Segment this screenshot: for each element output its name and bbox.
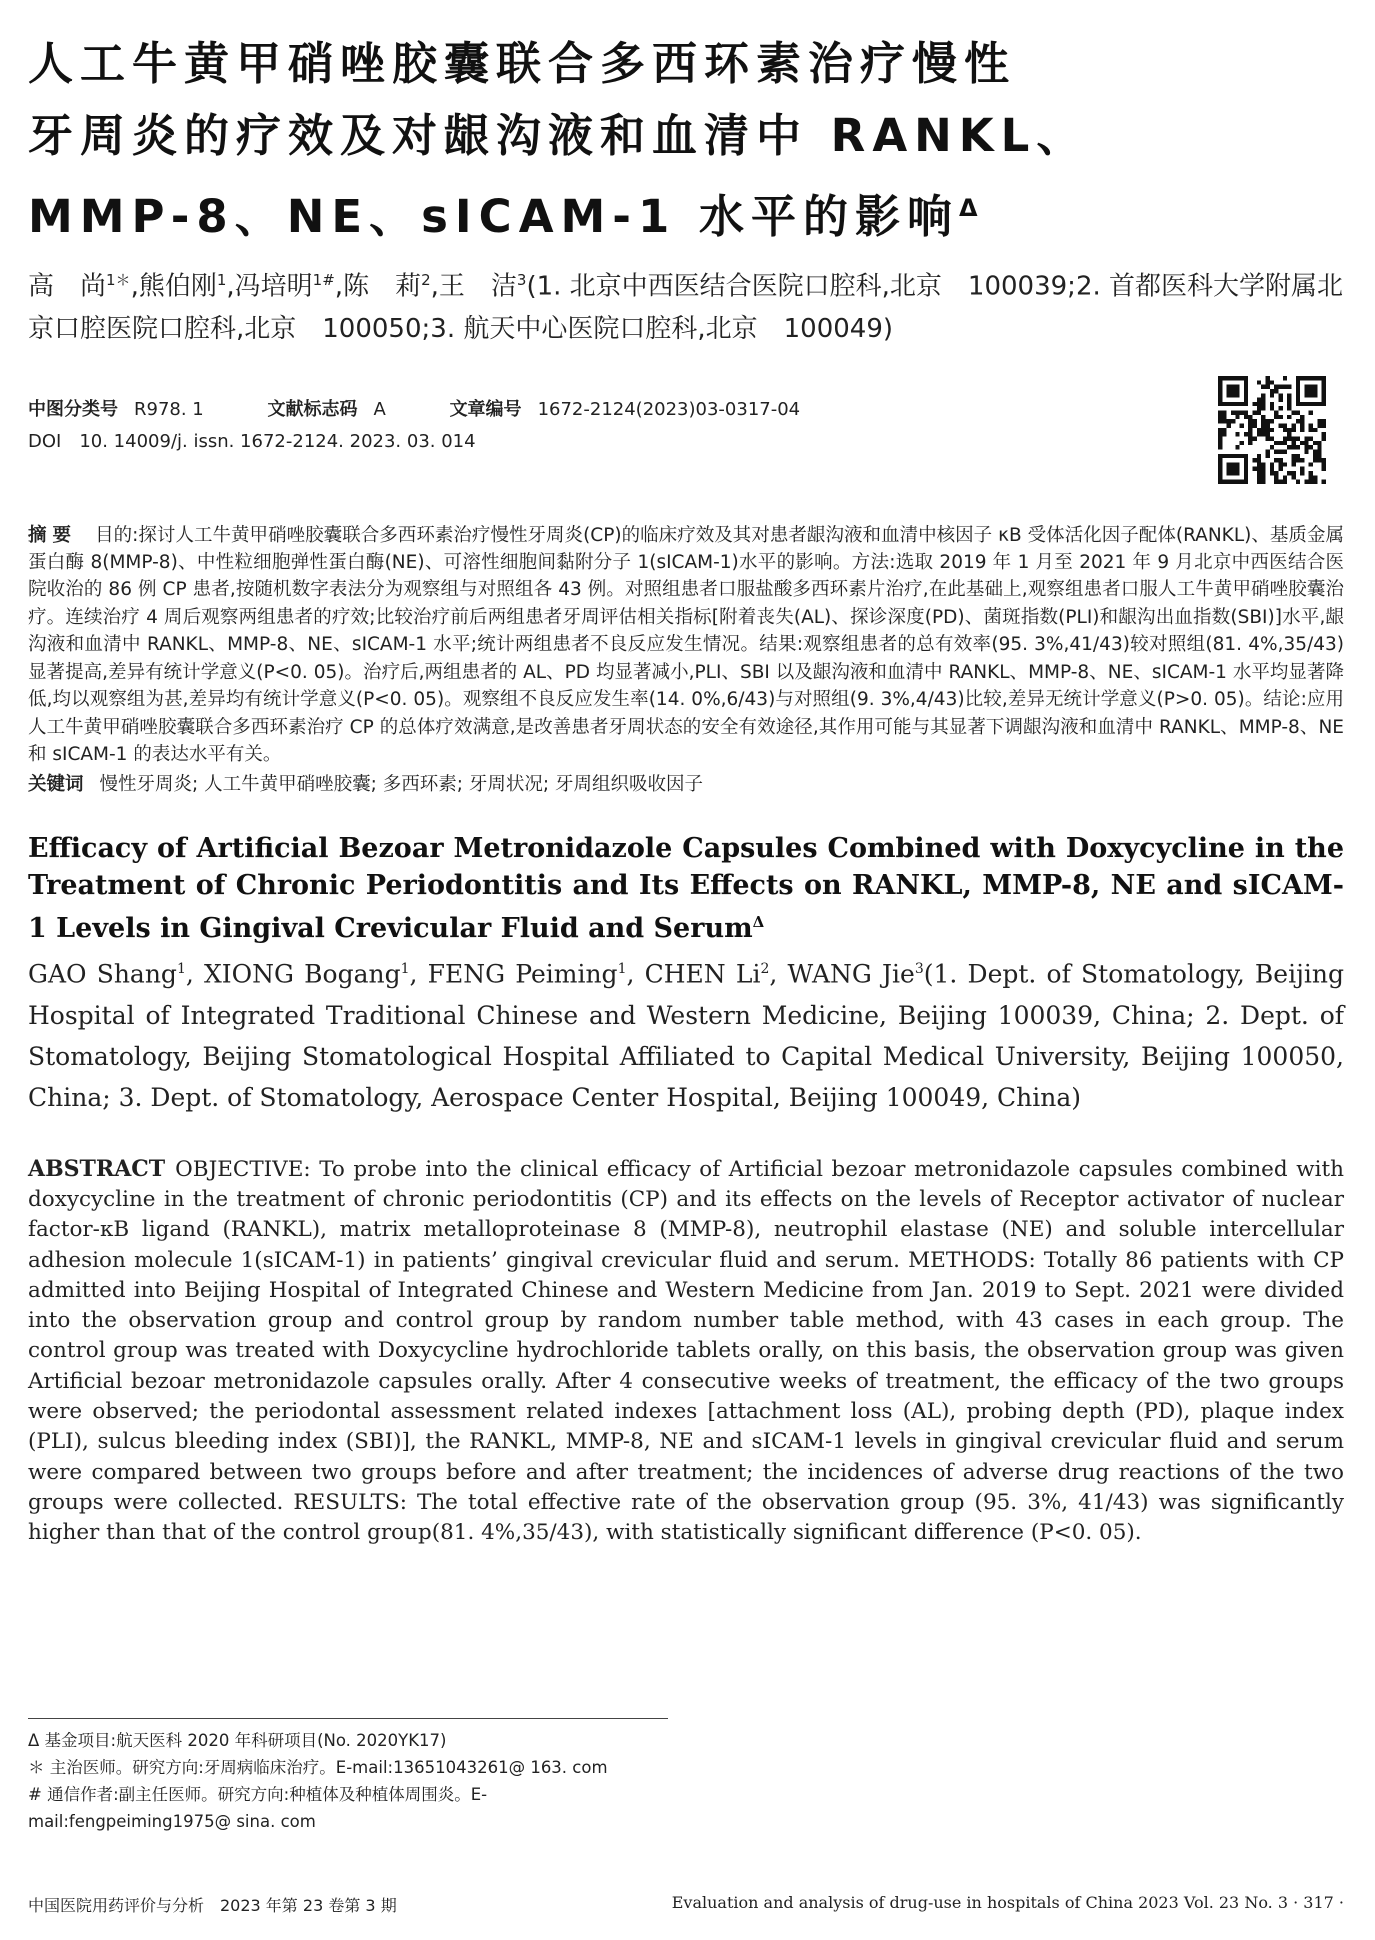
author-en-sup: 1 — [176, 961, 186, 978]
article-no-value: 1672-2124(2023)03-0317-04 — [537, 398, 801, 420]
authors-cn: 高 尚$^{1*}$,熊伯刚$^1$,冯培明$^{1\#}$,陈 莉$^2$,王 洁$^3$(1. 北京中西医结合医院口腔科,北京 100039;2. 首都医科大学附属北京口腔医院口腔科,北京 100050;3. 航天中心医院口腔科,北京 100049) — [28, 271, 1344, 344]
author-en-sup: 1 — [400, 961, 410, 978]
journal-name-cn: 中国医院用药评价与分析 2023 年第 23 卷第 3 期 — [28, 1896, 397, 1915]
journal-name-en: Evaluation and analysis of drug-use in hospitals of China 2023 Vol. 23 No. 3 · 317 · — [671, 1893, 1344, 1912]
author-en: CHEN Li — [644, 959, 761, 989]
keywords-cn — [28, 770, 1344, 800]
abstract-cn-text: 目的:探讨人工牛黄甲硝唑胶囊联合多西环素治疗慢性牙周炎(CP)的临床疗效及其对患者龈沟液和血清中核因子 κB 受体活化因子配体(RANKL)、基质金属蛋白酶 8(MMP-8)、中性粒细胞弹性蛋白酶(NE)、可溶性细胞间黏附分子 1(sICAM-1)水平的影响。方法:选取 2019 年 1 月至 2021 年 9 月北京中西医结合医院收治的 86 例 CP 患者,按随机数字表法分为观察组与对照组各 43 例。对照组患者口服盐酸多西环素片治疗,在此基础上,观察组患者口服人工牛黄甲硝唑胶囊治疗。连续治疗 4 周后观察两组患者的疗效;比较治疗前后两组患者牙周评估相关指标[附着丧失(AL)、探诊深度(PD)、菌斑指数(PLI)和龈沟出血指数(SBI)]水平,龈沟液和血清中 RANKL、MMP-8、NE、sICAM-1 水平;统计两组患者不良反应发生情况。结果:观察组患者的总有效率(95. 3%,41/43)较对照组(81. 4%,35/43)显著提高,差异有统计学意义(P<0. 05)。治疗后,两组患者的 AL、PD 均显著减小,PLI、SBI 以及龈沟液和血清中 RANKL、MMP-8、NE、sICAM-1 水平均显著降低,均以观察组为甚,差异均有统计学意义(P<0. 05)。观察组不良反应发生率(14. 0%,6/43)与对照组(9. 3%,4/43)比较,差异无统计学意义(P>0. 05)。结论:应用人工牛黄甲硝唑胶囊联合多西环素治疗 CP 的总体疗效满意,是改善患者牙周状态的安全有效途径,其作用可能与其显著下调龈沟液和血清中 RANKL、MMP-8、NE 和 sICAM-1 的表达水平有关。 — [28, 524, 1344, 765]
article-page — [28, 28, 1344, 1549]
title-en-text: Efficacy of Artificial Bezoar Metronidazole Capsules Combined with Doxycycline in the Treatment of Chronic Periodontitis and Its Effects on RANKL, MMP-8, NE and sICAM-1 Levels in Gingival Crevicular Fluid and Serum — [28, 833, 1344, 945]
author-en: GAO Shang — [28, 959, 177, 989]
doi: DOI 10. 14009/j. issn. 1672-2124. 2023. 03. 014 — [28, 430, 476, 452]
author-cn-sup: 1 — [216, 271, 227, 289]
abstract-en-text: OBJECTIVE: To probe into the clinical efficacy of Artificial bezoar metronidazole capsules combined with doxycycline in the treatment of chronic periodontitis (CP) and its effects on the levels of Receptor activator of nuclear factor-κB ligand (RANKL), matrix metalloproteinase 8 (MMP-8), neutrophil elastase (NE) and soluble intercellular adhesion molecule 1(sICAM-1) in patients’ gingival crevicular fluid and serum. METHODS: Totally 86 patients with CP admitted into Beijing Hospital of Integrated Chinese and Western Medicine from Jan. 2019 to Sept. 2021 were divided into the observation group and control group by random number table method, with 43 cases in each group. The control group was treated with Doxycycline hydrochloride tablets orally, on this basis, the observation group was given Artificial bezoar metronidazole capsules orally. After 4 consecutive weeks of treatment, the efficacy of the two groups were observed; the periodontal assessment related indexes [attachment loss (AL), probing depth (PD), plaque index (PLI), sulcus bleeding index (SBI)], the RANKL, MMP-8, NE and sICAM-1 levels in gingival crevicular fluid and serum were compared between two groups before and after treatment; the incidences of adverse drug reactions of the two groups were collected. RESULTS: The total effective rate of the observation group (95. 3%, 41/43) was significantly higher than that of the control group(81. 4%,35/43), with statistically significant difference (P<0. 05). — [28, 1156, 1344, 1546]
title-cn-line2: 牙周炎的疗效及对龈沟液和血清中 RANKL、 — [28, 109, 1089, 162]
page-footer — [28, 1893, 1344, 1921]
author-cn: 高 尚 — [28, 271, 107, 302]
footnote-first-author: ＊ 主治医师。研究方向:牙周病临床治疗。E-mail:13651043261@ 163. com — [28, 1758, 608, 1777]
author-en: XIONG Bogang — [203, 959, 401, 989]
article-meta — [28, 394, 1344, 494]
classification-line — [28, 394, 1344, 426]
author-cn-sup: 3 — [516, 271, 527, 289]
title-cn-line1: 人工牛黄甲硝唑胶囊联合多西环素治疗慢性 — [28, 37, 1017, 90]
author-cn-sup: 2 — [421, 271, 431, 289]
author-cn-sup: 1＊ — [106, 271, 131, 289]
author-en: WANG Jie — [787, 959, 915, 989]
author-en-sup: 3 — [914, 961, 924, 978]
authors-en: GAO Shang$^1$, XIONG Bogang$^1$, FENG Peiming$^1$, CHEN Li$^2$, WANG Jie$^3$(1. Dept. of Stomatology, Beijing Hospital of Integrated Traditional Chinese and Western Medicine, Beijing 100039, China; 2. Dept. of Stomatology, Beijing Stomatological Hospital Affiliated to Capital Medical University, Beijing 100050, China; 3. Dept. of Stomatology, Aerospace Center Hospital, Beijing 100049, China) — [28, 959, 1344, 1112]
footnote-corresponding-author: # 通信作者:副主任医师。研究方向:种植体及种植体周围炎。E-mail:fengpeiming1975@ sina. com — [28, 1785, 488, 1831]
qr-code-icon — [1218, 376, 1326, 484]
footnote-fund: Δ 基金项目:航天医科 2020 年科研项目(No. 2020YK17) — [28, 1731, 447, 1750]
author-en-sup: 2 — [760, 961, 770, 978]
doc-code-label: 文献标志码 — [267, 398, 358, 420]
affiliations-en: (1. Dept. of Stomatology, Beijing Hospital of Integrated Traditional Chinese and Western Medicine, Beijing 100039, China; 2. Dept. of Stomatology, Beijing Stomatological Hospital Affiliated to Capital Medical University, Beijing 100050, China; 3. Dept. of Stomatology, Aerospace Center Hospital, Beijing 100049, China) — [28, 959, 1344, 1112]
keywords-cn-label: 关键词 — [28, 774, 84, 796]
author-en-sup: 1 — [617, 961, 627, 978]
title-cn-line3: MMP-8、NE、sICAM-1 水平的影响 — [28, 190, 959, 243]
clc-label: 中图分类号 — [28, 398, 118, 420]
keywords-cn-text: 慢性牙周炎; 人工牛黄甲硝唑胶囊; 多西环素; 牙周状况; 牙周组织吸收因子 — [99, 774, 703, 796]
article-no-label: 文章编号 — [449, 398, 522, 420]
abstract-en-label: ABSTRACT — [28, 1155, 166, 1182]
author-cn: 熊伯刚 — [138, 271, 217, 302]
author-cn: 陈 莉 — [343, 271, 422, 302]
abstract-en — [28, 1154, 1344, 1549]
footnotes — [28, 1718, 668, 1835]
abstract-cn-label: 摘要 — [28, 524, 78, 546]
abstract-cn — [28, 522, 1344, 769]
author-cn: 冯培明 — [234, 271, 313, 302]
doc-code-value: A — [373, 398, 386, 420]
author-en: FENG Peiming — [427, 959, 618, 989]
title-en-fund-mark: Δ — [752, 913, 765, 932]
clc-value: R978. 1 — [134, 398, 204, 420]
author-cn: 王 洁 — [438, 271, 517, 302]
title-cn-fund-mark: Δ — [958, 194, 978, 222]
title-cn — [28, 28, 1344, 253]
author-cn-sup: 1# — [312, 271, 335, 289]
affiliations-cn: (1. 北京中西医结合医院口腔科,北京 100039;2. 首都医科大学附属北京口腔医院口腔科,北京 100050;3. 航天中心医院口腔科,北京 100049) — [28, 271, 1344, 344]
title-en — [28, 830, 1344, 947]
